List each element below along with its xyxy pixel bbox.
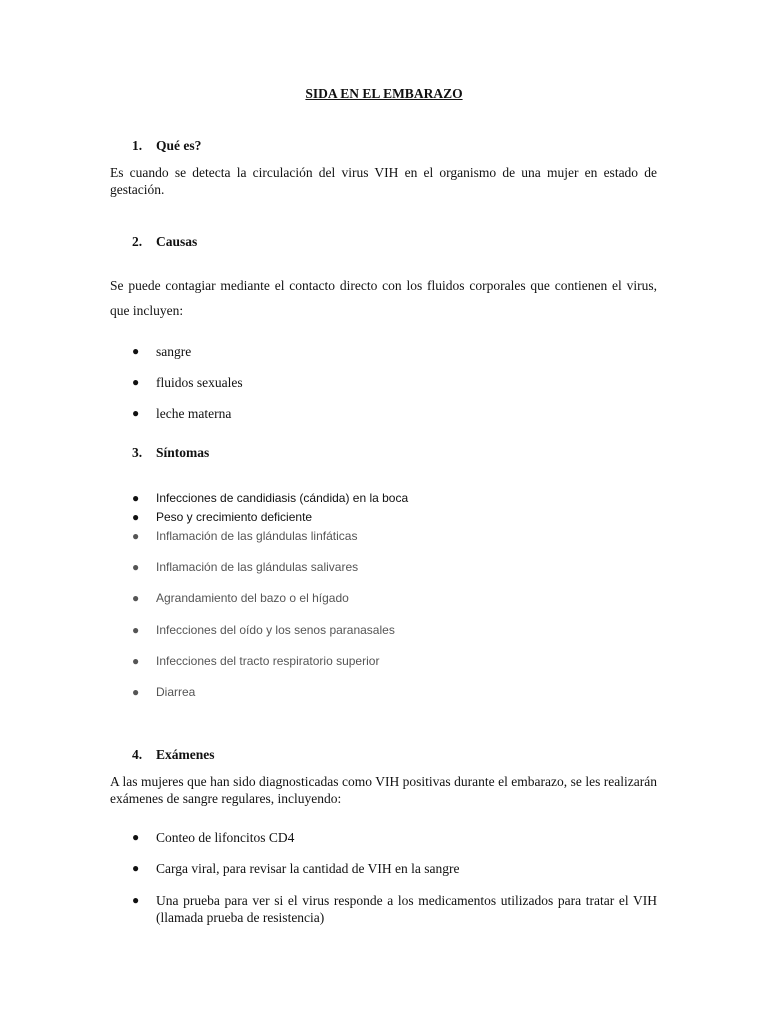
section-heading-examenes [132,747,215,763]
section-heading-label: Qué es? [156,138,202,153]
section-heading-causas [132,234,197,250]
list-item-text: Infecciones del tracto respiratorio superior [156,654,380,668]
bullet-icon: ● [132,623,140,637]
list-item [132,490,657,507]
list-item [132,343,657,360]
list-item [132,528,657,545]
section-number: 2. [132,234,143,249]
section-heading-label: Exámenes [156,747,215,762]
list-item [132,892,657,926]
list-item-text: Infecciones del oído y los senos paranasales [156,623,395,637]
list-item [132,559,657,576]
bullet-icon: ● [132,685,140,699]
section-heading-label: Síntomas [156,445,210,460]
bullet-icon: ● [132,893,140,907]
list-item [132,590,657,607]
list-item-text: Diarrea [156,685,196,699]
list-item [132,405,657,422]
list-item [132,684,657,701]
section-paragraph-que-es: Es cuando se detecta la circulación del virus VIH en el organismo de una mujer en estado de gestación. [110,165,657,197]
bullet-icon: ● [132,375,140,389]
section-paragraph-causas: Se puede contagiar mediante el contacto directo con los fluidos corporales que contienen el virus, que incluyen: [110,278,657,318]
section-heading-sintomas [132,445,209,461]
list-item-text: Carga viral, para revisar la cantidad de VIH en la sangre [156,861,460,876]
list-item-text: leche materna [156,406,232,421]
list-item-text: Conteo de lifoncitos CD4 [156,830,295,845]
section-heading-label: Causas [156,234,198,249]
section-paragraph-examenes: A las mujeres que han sido diagnosticadas como VIH positivas durante el embarazo, se les realizarán exámenes de sangre regulares, incluyendo: [110,774,657,806]
list-item [132,509,657,526]
list-item-text: Una prueba para ver si el virus responde a los medicamentos utilizados para tratar el VIH (llamada prueba de resistencia) [156,893,657,925]
section-heading-que-es [132,138,201,154]
bullet-icon: ● [132,406,140,420]
list-item-text: Peso y crecimiento deficiente [156,510,313,524]
bullet-icon: ● [132,654,140,668]
section-number: 4. [132,747,143,762]
bullet-icon: ● [132,344,140,358]
list-item-text: Inflamación de las glándulas salivares [156,560,359,574]
list-item-text: fluidos sexuales [156,375,243,390]
list-item [132,374,657,391]
document-title: SIDA EN EL EMBARAZO [305,86,463,101]
bullet-icon: ● [132,830,140,844]
list-item [132,829,657,846]
bullet-icon: ● [132,491,140,505]
list-item-text: Agrandamiento del bazo o el hígado [156,591,349,605]
bullet-icon: ● [132,560,140,574]
bullet-icon: ● [132,510,140,524]
list-item [132,860,657,877]
section-number: 1. [132,138,143,153]
bullet-icon: ● [132,861,140,875]
bullet-icon: ● [132,529,140,543]
list-item [132,622,657,639]
list-item [132,653,657,670]
list-item-text: sangre [156,344,192,359]
list-item-text: Inflamación de las glándulas linfáticas [156,529,358,543]
list-item-text: Infecciones de candidiasis (cándida) en la boca [156,491,409,505]
bullet-icon: ● [132,591,140,605]
section-number: 3. [132,445,143,460]
